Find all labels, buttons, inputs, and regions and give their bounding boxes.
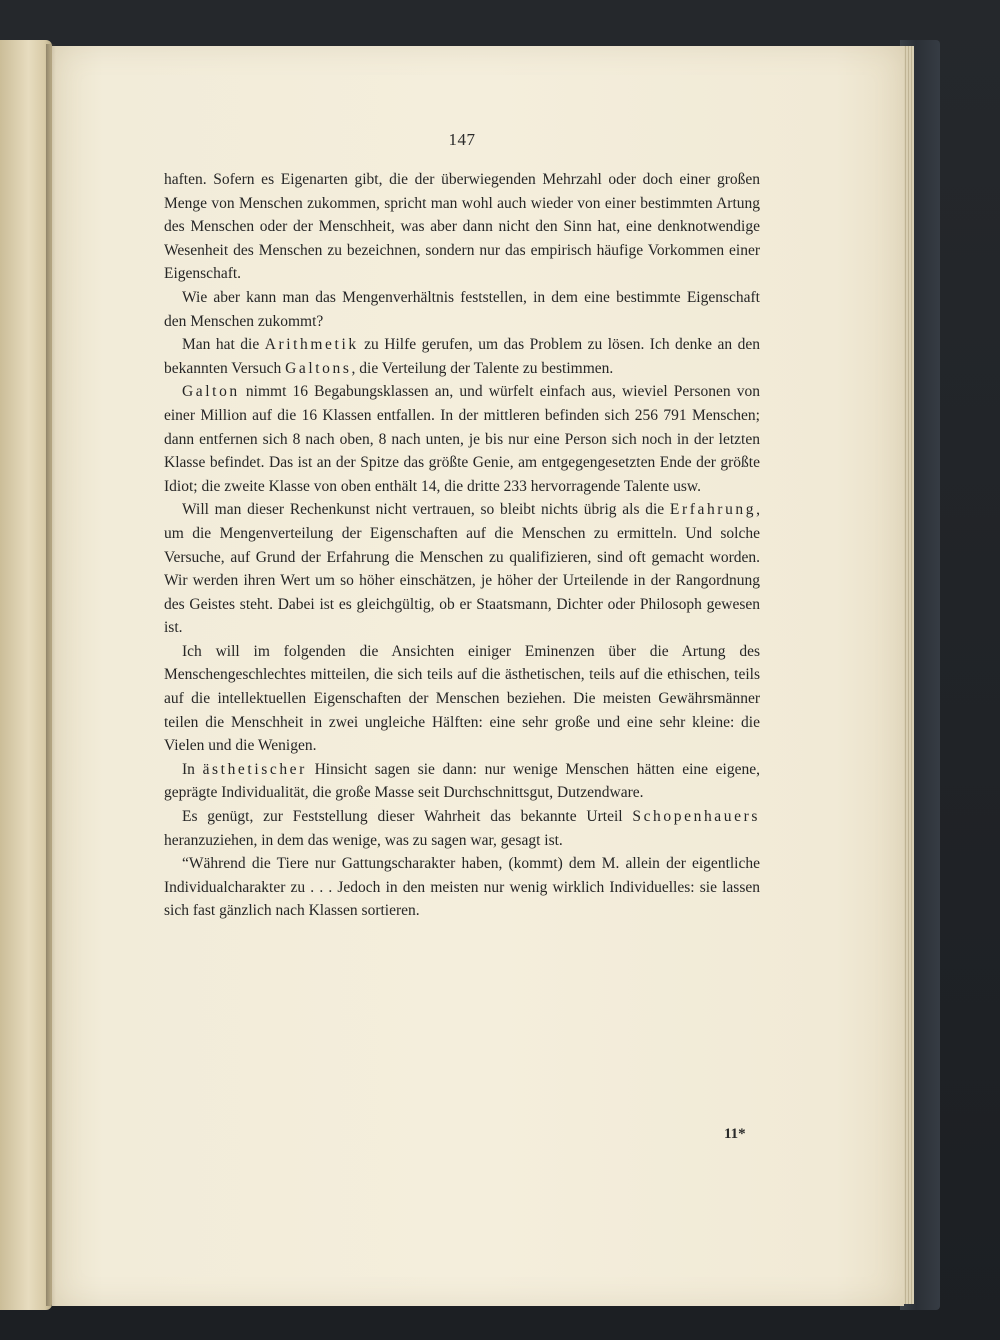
paragraph-7 <box>164 758 760 805</box>
paragraph-3-text-a: Man hat die <box>182 336 265 354</box>
paragraph-8 <box>164 805 760 852</box>
paragraph-9-quote: “Während die Tiere nur Gattungscharakter haben, (kommt) dem M. allein der eigentliche Individualcharakter zu . . . Jedoch in den meisten nur wenig wirklich Individuelles: sie lassen sich fast gänzlich nach Klassen sortieren. <box>164 855 760 920</box>
emphasis-schopenhauers: Schopenhauers <box>632 808 760 826</box>
page-number: 147 <box>448 130 476 149</box>
book-page <box>52 46 904 1306</box>
paragraph-5 <box>164 498 760 640</box>
paragraph-3-text-e: , die Verteilung der Talente zu bestimmen. <box>351 359 614 377</box>
paragraph-1: haften. Sofern es Eigenarten gibt, die der überwiegenden Mehrzahl oder doch einer großen Menge von Menschen zukommen, spricht man wohl auch wieder von einer bestimmten Artung des Menschen oder der Menschheit, was aber dann nicht den Sinn hat, eine denknotwendige Wesenheit des Menschen zu bezeichnen, sondern nur das empirisch häufige Vorkommen einer Eigenschaft. <box>164 171 760 283</box>
paragraph-7-text-a: In <box>182 760 203 778</box>
emphasis-arithmetik: Arithmetik <box>264 336 359 354</box>
paragraph-2: Wie aber kann man das Mengenverhältnis feststellen, in dem eine bestimmte Eigenschaft den Menschen zukommt? <box>164 288 760 330</box>
emphasis-erfahrung: Erfahrung <box>669 501 757 519</box>
paragraph-6: Ich will im folgenden die Ansichten einiger Eminenzen über die Artung des Menschengeschlechtes mitteilen, die sich teils auf die ästhetischen, teils auf die ethischen, teils auf die intellektuellen Eigenschaften der Menschen beziehen. Die meisten Gewährsmänner teilen die Menschheit in zwei ungleiche Hälften: eine sehr große und eine sehr kleine: die Vielen und die Wenigen. <box>164 642 760 755</box>
paragraph-4 <box>164 380 760 498</box>
paragraph-4-text-b: nimmt 16 Begabungsklassen an, und würfelt einfach aus, wieviel Personen von einer Million auf die 16 Klassen entfallen. In der mittleren befinden sich 256 791 Menschen; dann entfernen sich 8 nach oben, 8 nach unten, je bis nur eine Person sich noch in der letzten Klasse befindet. Das ist an der Spitze das größte Genie, am entgegengesetzten Ende der größte Idiot; die zweite Klasse von oben enthält 14, die dritte 233 hervorragende Talente usw. <box>164 383 760 495</box>
paragraph-5-text-c: , um die Mengenverteilung der Eigenschaften auf die Menschen zu ermitteln. Und solche Versuche, auf Grund der Erfahrung die Menschen zu qualifizieren, sind oft gemacht worden. Wir werden ihren Wert um so höher einschätzen, je höher der Urteilende in der Rangordnung des Geistes steht. Dabei ist es gleichgültig, ob er Staatsmann, Dichter oder Philosoph gewesen ist. <box>164 501 760 637</box>
paragraph-7-text-c: Hinsicht sagen sie dann: nur wenige Menschen hätten eine eigene, geprägte Individualität, die große Masse seit Durchschnittsgut, Dutzendware. <box>164 760 760 802</box>
emphasis-galton: Galton <box>182 383 240 401</box>
facing-page-edge <box>0 40 52 1310</box>
paragraph-3 <box>164 333 760 380</box>
paragraph-3-text-c: zu Hilfe gerufen, um das Problem zu lösen. Ich denke an den bekannten Versuch <box>164 336 760 377</box>
signature-mark: 11* <box>724 1126 746 1142</box>
emphasis-aesthetischer: ästhetischer <box>202 760 307 778</box>
body-text <box>164 168 760 923</box>
book-gutter-shadow <box>46 44 56 1306</box>
emphasis-galtons: Galtons <box>285 359 352 377</box>
paragraph-5-text-a: Will man dieser Rechenkunst nicht vertrauen, so bleibt nichts übrig als die <box>182 501 670 519</box>
paragraph-8-text-a: Es genügt, zur Feststellung dieser Wahrheit das bekannte Urteil <box>182 808 633 826</box>
paragraph-8-text-c: heranzuziehen, in dem das wenige, was zu sagen war, gesagt ist. <box>164 831 563 849</box>
